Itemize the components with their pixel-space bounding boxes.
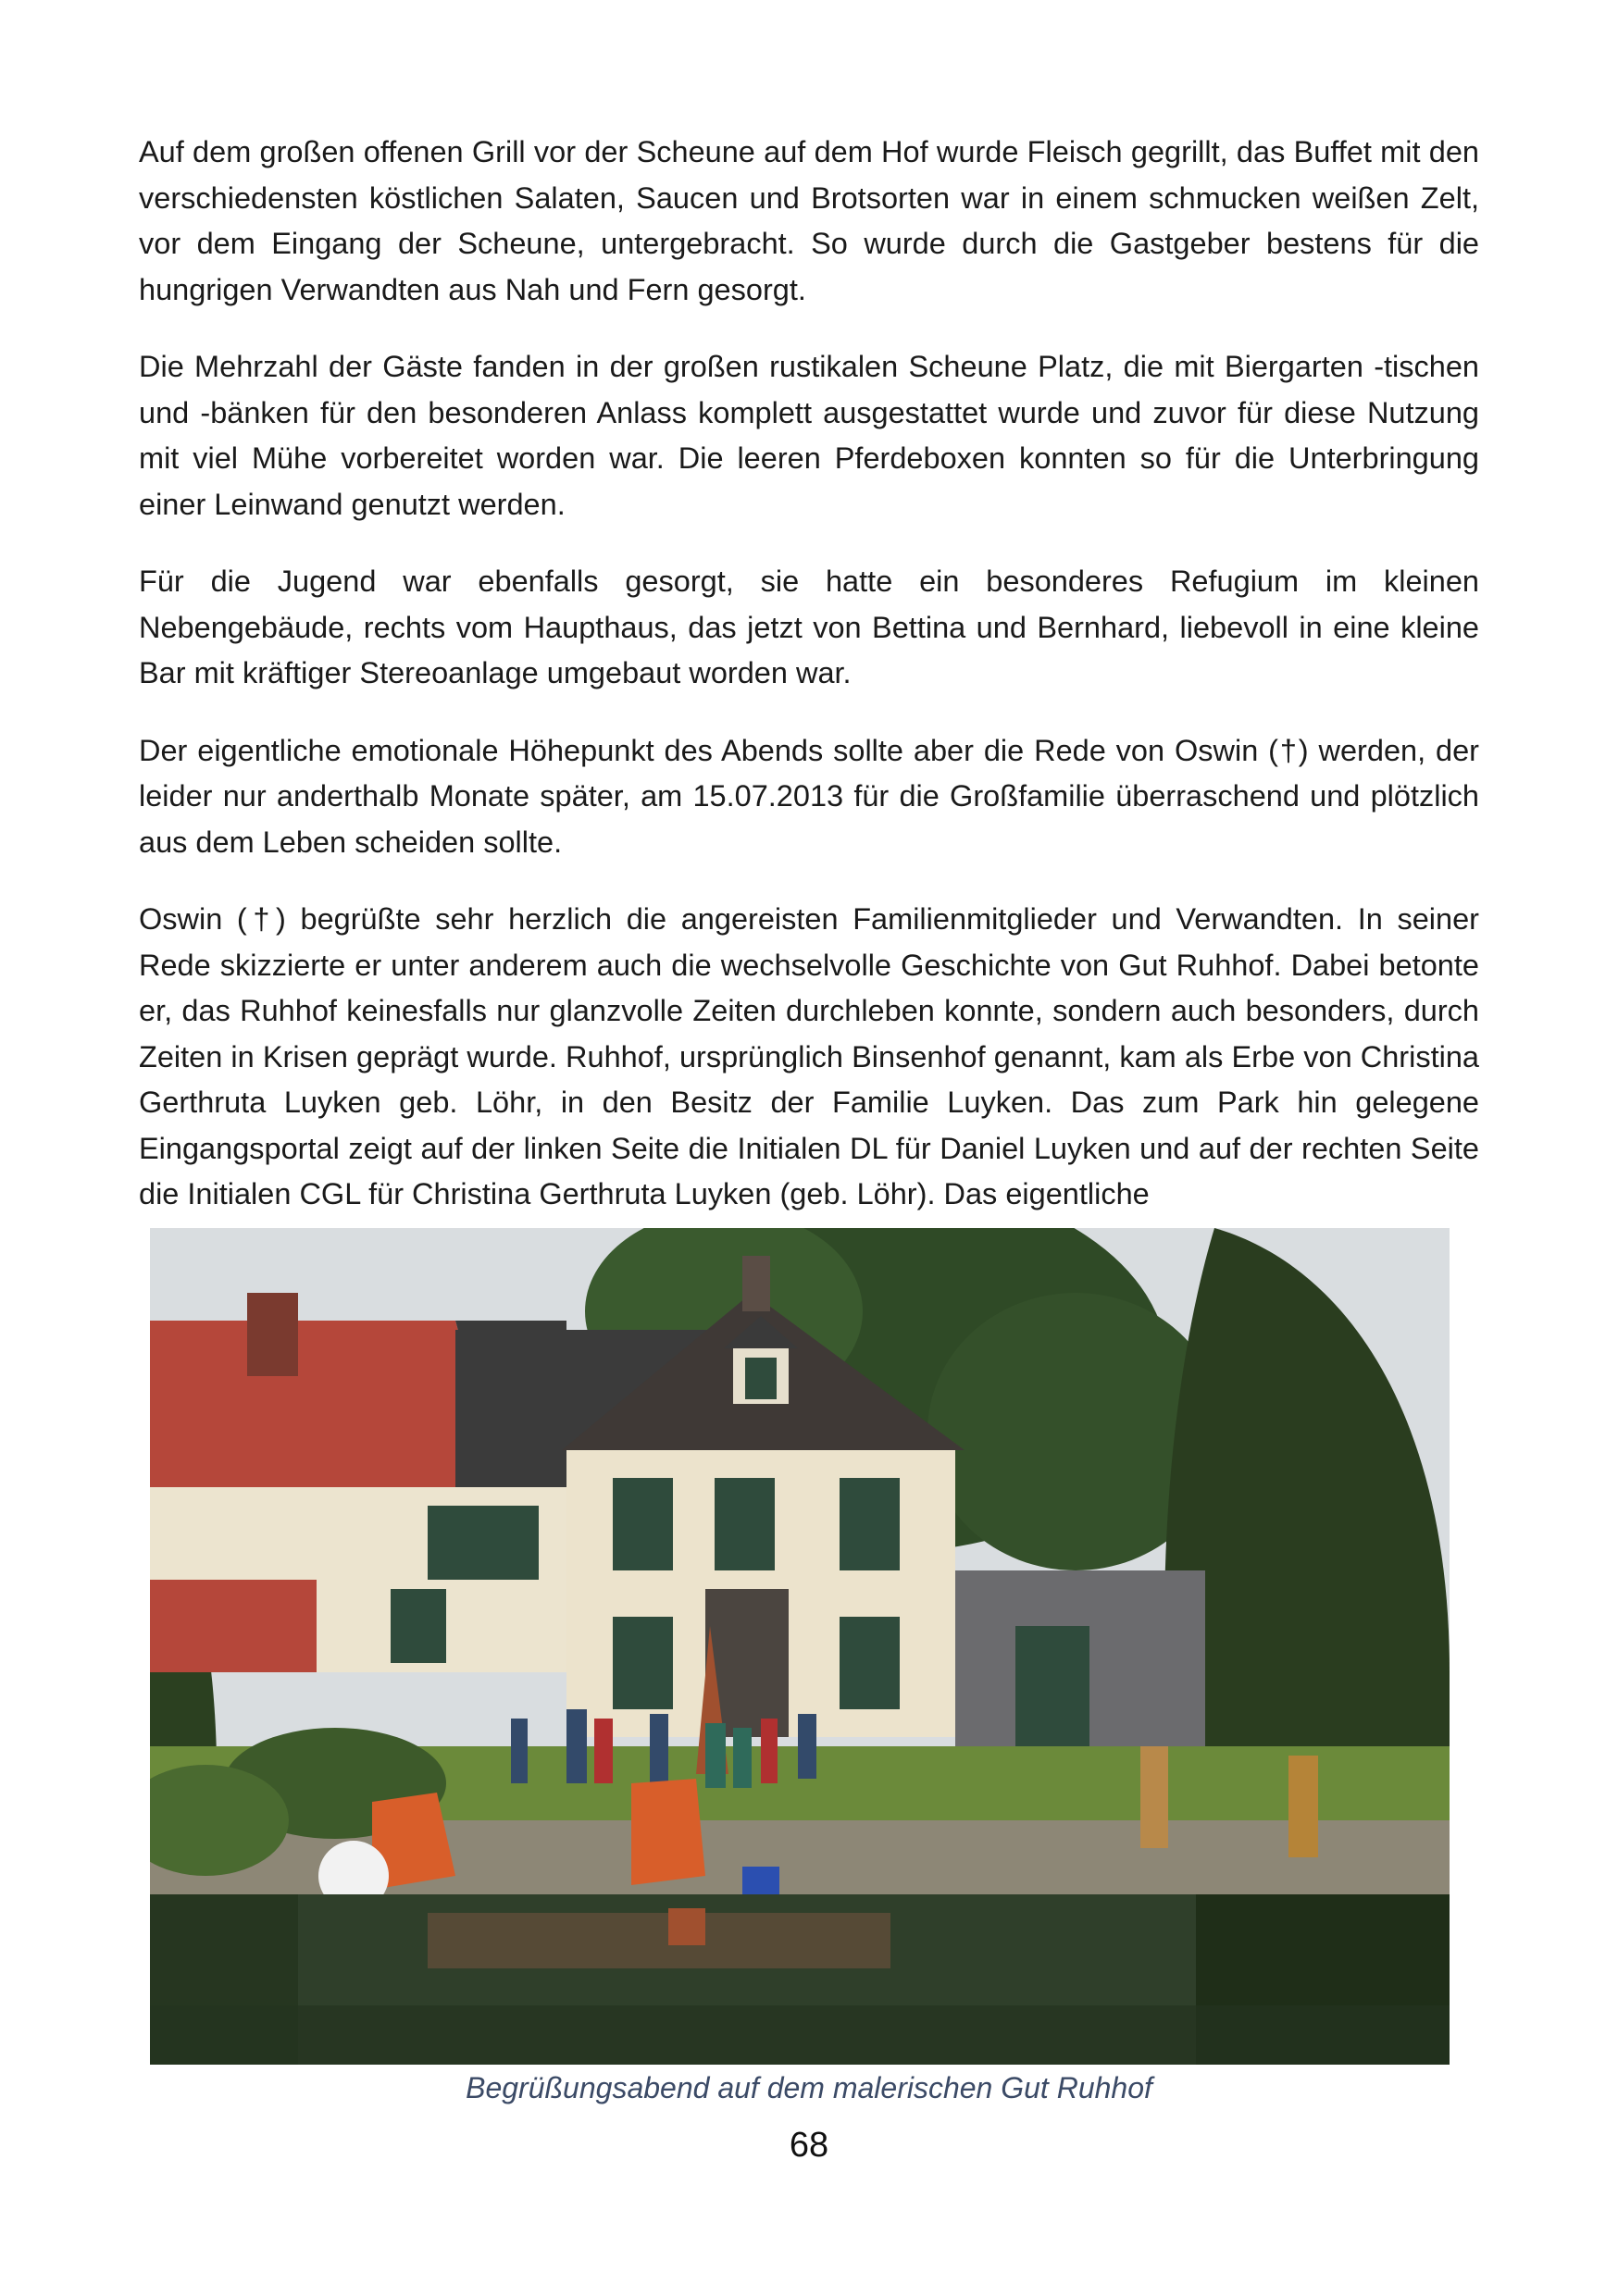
figure-caption: Begrüßungsabend auf dem malerischen Gut Ruhhof	[466, 2071, 1152, 2104]
paragraph: Für die Jugend war ebenfalls gesorgt, sie hatte ein besonderes Refugium im kleinen Nebengebäude, rechts vom Haupthaus, das jetzt von Bettina und Bernhard, liebevoll in eine kleine Bar mit kräftiger Stereoanlage umgebaut worden war.	[139, 565, 1479, 689]
paragraph: Oswin (†) begrüßte sehr herzlich die angereisten Familienmitglieder und Verwandten. In seiner Rede skizzierte er unter anderem auch die wechselvolle Geschichte von Gut Ruhhof. Dabei betonte er, das Ruhhof keinesfalls nur glanzvolle Zeiten durchleben konnte, sondern auch besonders, durch Zeiten in Krisen geprägt wurde. Ruhhof, ursprünglich Binsenhof genannt, kam als Erbe von Christina Gerthruta Luyken geb. Löhr, in den Besitz der Familie Luyken. Das zum Park hin gelegene Eingangsportal zeigt auf der linken Seite die Initialen DL für Daniel Luyken und auf der rechten Seite die Initialen CGL für Christina Gerthruta Luyken (geb. Löhr). Das eigentliche	[139, 902, 1479, 1210]
paragraph: Auf dem großen offenen Grill vor der Scheune auf dem Hof wurde Fleisch gegrillt, das Buffet mit den verschiedensten köstlichen Salaten, Saucen und Brotsorten war in einem schmucken weißen Zelt, vor dem Eingang der Scheune, untergebracht. So wurde durch die Gastgeber bestens für die hungrigen Verwandten aus Nah und Fern gesorgt.	[139, 135, 1479, 306]
paragraph: Die Mehrzahl der Gäste fanden in der großen rustikalen Scheune Platz, die mit Biergarten -tischen und -bänken für den besonderen Anlass komplett ausgestattet wurde und zuvor für diese Nutzung mit viel Mühe vorbereitet worden war. Die leeren Pferdeboxen konnten so für die Unterbringung einer Leinwand genutzt werden.	[139, 350, 1479, 521]
estate-photo	[150, 1228, 1450, 2065]
body-text	[139, 130, 1479, 1249]
paragraph: Der eigentliche emotionale Höhepunkt des Abends sollte aber die Rede von Oswin (†) werden, der leider nur anderthalb Monate später, am 15.07.2013 für die Großfamilie überraschend und plötzlich aus dem Leben scheiden sollte.	[139, 733, 1479, 859]
page-number: 68	[789, 2126, 829, 2165]
